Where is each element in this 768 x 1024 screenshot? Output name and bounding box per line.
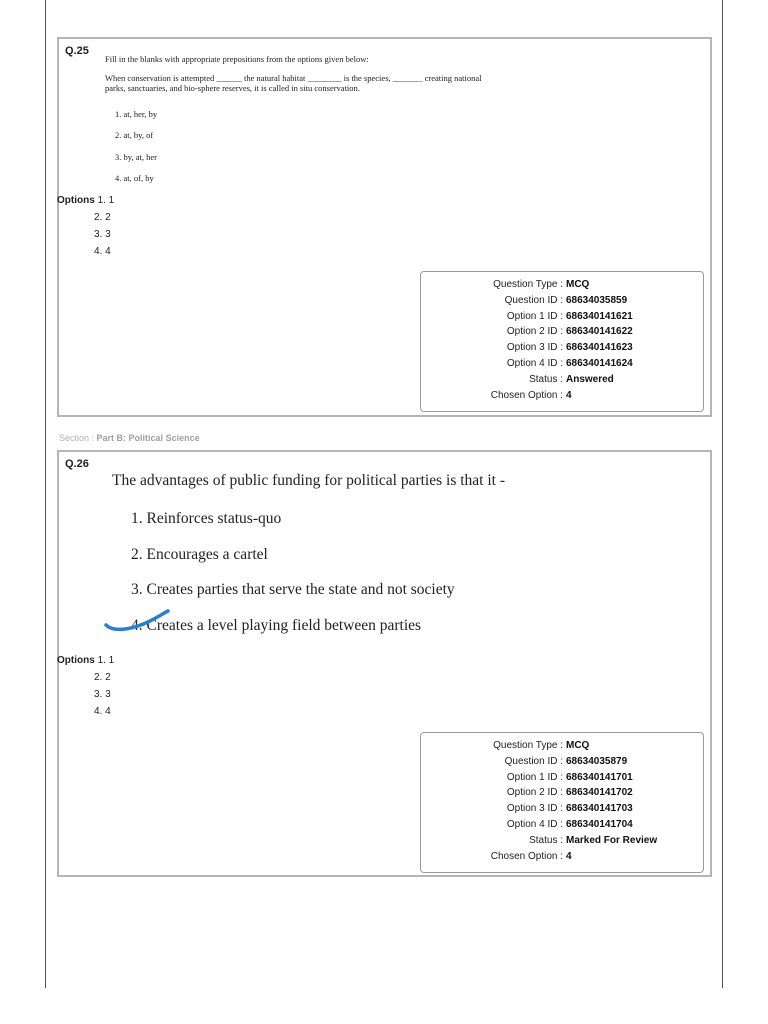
choice-4: 4. at, of, by: [115, 173, 154, 183]
info-chosen-option: Chosen Option : 4: [490, 850, 572, 862]
option-1: 1. 1: [97, 655, 115, 666]
page-left-rule: [45, 0, 46, 988]
option-3: 3. 3: [94, 689, 111, 700]
choice-2: 2. at, by, of: [115, 130, 154, 140]
page-right-rule: [722, 0, 723, 988]
question-info-box: [420, 271, 704, 412]
question-info-box: [420, 732, 704, 873]
options-label: Options: [57, 195, 95, 206]
info-option1-id: Option 1 ID : 686340141701: [506, 771, 633, 783]
info-option1-id: Option 1 ID : 686340141621: [506, 310, 633, 322]
info-option2-id: Option 2 ID : 686340141702: [506, 787, 633, 799]
info-status: Status : Marked For Review: [529, 834, 658, 846]
info-question-type: Question Type : MCQ: [493, 279, 590, 290]
options-list-26: [57, 652, 114, 720]
option-1: 1. 1: [97, 195, 115, 206]
info-chosen-option: Chosen Option : 4: [490, 389, 572, 401]
info-option2-id: Option 2 ID : 686340141622: [506, 326, 633, 338]
option-4: 4. 4: [94, 246, 111, 257]
section-name: Part B: Political Science: [96, 433, 200, 443]
choice-4: 4. Creates a level playing field between parties: [131, 617, 422, 634]
info-option3-id: Option 3 ID : 686340141703: [506, 803, 633, 815]
choice-1: 1. Reinforces status-quo: [131, 510, 282, 527]
info-question-id: Question ID : 68634035879: [504, 755, 628, 767]
question-prompt: The advantages of public funding for political parties is that it -: [112, 472, 505, 489]
choice-3: 3. by, at, her: [115, 152, 157, 162]
option-2: 2. 2: [94, 212, 111, 223]
option-4: 4. 4: [94, 706, 111, 717]
option-3: 3. 3: [94, 229, 111, 240]
question-card-25: [57, 37, 712, 417]
pen-stroke: [106, 611, 168, 629]
info-option3-id: Option 3 ID : 686340141623: [506, 342, 633, 354]
choice-1: 1. at, her, by: [115, 109, 158, 119]
option-2: 2. 2: [94, 672, 111, 683]
question-number: Q.26: [65, 458, 89, 470]
question-body-line-2: parks, sanctuaries, and bio-sphere reserves, it is called in situ conservation.: [105, 83, 360, 93]
question-number: Q.25: [65, 45, 89, 57]
options-label: Options: [57, 655, 95, 666]
info-option4-id: Option 4 ID : 686340141704: [506, 818, 633, 830]
info-status: Status : Answered: [529, 373, 614, 385]
question-prompt: Fill in the blanks with appropriate prepositions from the options given below:: [105, 54, 369, 64]
info-question-type: Question Type : MCQ: [493, 740, 590, 751]
question-card-26: [57, 450, 712, 877]
info-question-id: Question ID : 68634035859: [504, 294, 628, 306]
section-label: [59, 433, 200, 443]
pen-tick-mark: [100, 603, 180, 635]
info-option4-id: Option 4 ID : 686340141624: [506, 357, 633, 369]
choice-3: 3. Creates parties that serve the state and not society: [131, 581, 455, 598]
section-prefix: Section :: [59, 433, 95, 443]
options-list-25: [57, 192, 114, 260]
question-body-line-1: When conservation is attempted ______ the natural habitat ________ is the species, _______ creating national: [105, 73, 482, 83]
choice-2: 2. Encourages a cartel: [131, 546, 268, 563]
question-body: [105, 73, 545, 93]
